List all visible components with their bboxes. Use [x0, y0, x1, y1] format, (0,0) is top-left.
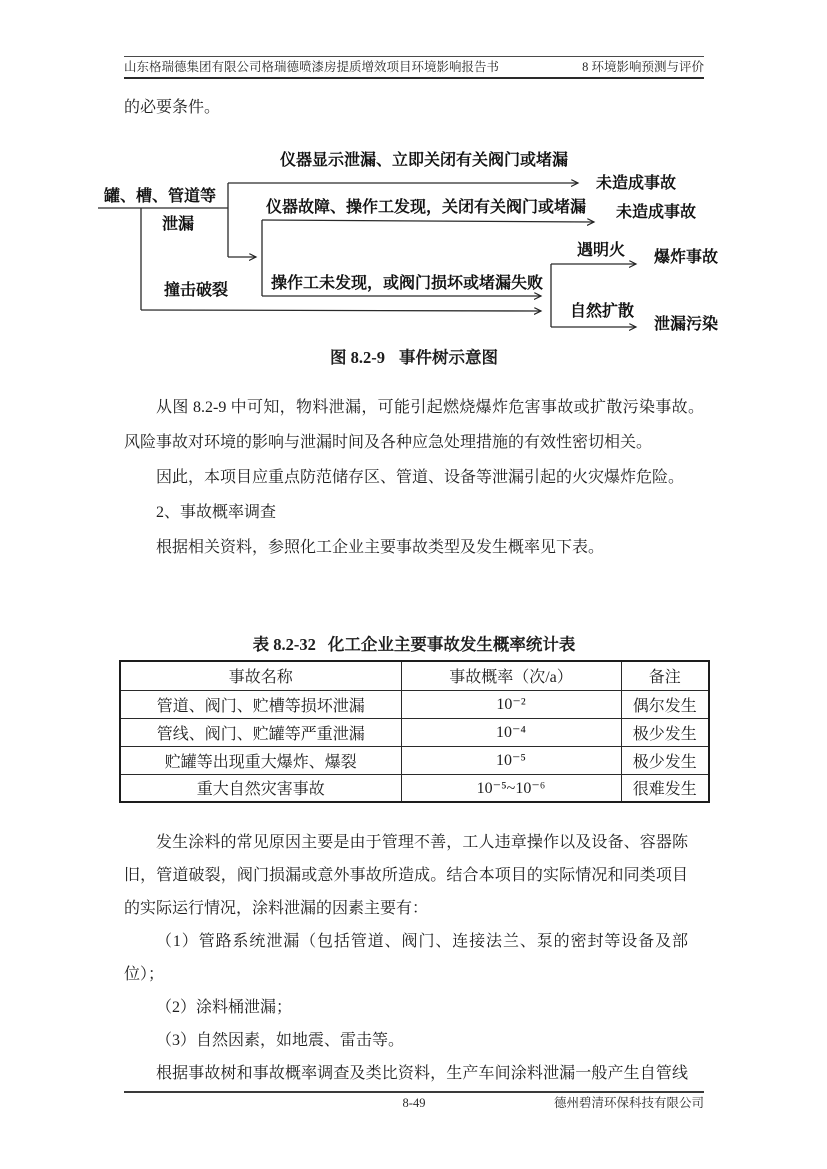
footer-rule	[124, 1091, 704, 1093]
body-text-upper	[124, 390, 704, 565]
paragraph: 发生涂料的常见原因主要是由于管理不善，工人违章操作以及设备、容器陈旧，管道破裂，阀门损漏或意外事故所造成。结合本项目的实际情况和同类项目的实际运行情况，涂料泄漏的因素主要有：	[124, 834, 688, 917]
cell-probability: 10⁻⁵~10⁻⁶	[401, 774, 621, 802]
paragraph: 根据事故树和事故概率调查及类比资料，生产车间涂料泄漏一般产生自管线	[156, 1065, 688, 1082]
table-caption	[124, 631, 704, 655]
col-header-accident-name: 事故名称	[120, 661, 401, 690]
path2-label: 仪器故障、操作工发现，关闭有关阀门或堵漏	[266, 199, 587, 216]
cell-accident-name: 贮罐等出现重大爆炸、爆裂	[120, 746, 401, 774]
cell-accident-name: 管道、阀门、贮槽等损坏泄漏	[120, 690, 401, 718]
figure-caption	[124, 344, 704, 368]
branch-leak-label: 泄漏	[162, 216, 195, 233]
page-header	[124, 58, 704, 76]
cell-remark: 极少发生	[621, 718, 709, 746]
cell-accident-name: 管线、阀门、贮罐等严重泄漏	[120, 718, 401, 746]
paragraph: 2、事故概率调查	[156, 504, 277, 521]
paragraph: （1）管路系统泄漏（包括管道、阀门、连接法兰、泵的密封等设备及部位）；	[124, 933, 688, 983]
paragraph: （2）涂料桶泄漏；	[156, 999, 293, 1016]
diffusion-condition-label: 自然扩散	[570, 303, 635, 320]
header-top-rule	[124, 56, 704, 57]
path1-label: 仪器显示泄漏、立即关闭有关阀门或堵漏	[280, 152, 569, 169]
cell-remark: 偶尔发生	[621, 690, 709, 718]
footer-company: 德州碧清环保科技有限公司	[553, 1096, 704, 1110]
accident-probability-table	[119, 660, 710, 803]
node-source-label: 罐、槽、管道等	[104, 188, 217, 205]
path1-outcome-label: 未造成事故	[596, 175, 677, 192]
cell-remark: 很难发生	[621, 774, 709, 802]
explosion-outcome-label: 爆炸事故	[654, 249, 719, 266]
fire-condition-label: 遇明火	[577, 242, 626, 259]
header-report-title: 山东格瑞德集团有限公司格瑞德喷漆房提质增效项目环境影响报告书	[124, 60, 500, 74]
paragraph: 从图 8.2-9 中可知，物料泄漏，可能引起燃烧爆炸危害事故或扩散污染事故。风险事故对环境的影响与泄漏时间及各种应急处理措施的有效性密切相关。	[124, 399, 704, 451]
intro-line: 的必要条件。	[124, 99, 221, 116]
paragraph: （3）自然因素，如地震、雷击等。	[156, 1032, 405, 1049]
cell-probability: 10⁻⁴	[401, 718, 621, 746]
cell-remark: 极少发生	[621, 746, 709, 774]
page-footer	[124, 1095, 704, 1112]
figure-title: 事件树示意图	[399, 348, 498, 367]
col-header-remark: 备注	[621, 661, 709, 690]
paragraph: 因此，本项目应重点防范储存区、管道、设备等泄漏引起的火灾爆炸危险。	[156, 469, 685, 486]
table-row	[120, 690, 709, 718]
page-number: 8-49	[402, 1096, 426, 1110]
event-tree-diagram	[0, 145, 827, 351]
table-header-row	[120, 661, 709, 690]
table-title: 化工企业主要事故发生概率统计表	[327, 635, 576, 654]
body-text-lower	[124, 826, 688, 1090]
cell-probability: 10⁻²	[401, 690, 621, 718]
header-chapter-title: 8 环境影响预测与评价	[582, 60, 704, 74]
table-row	[120, 718, 709, 746]
paragraph: 根据相关资料，参照化工企业主要事故类型及发生概率见下表。	[156, 539, 605, 556]
header-bottom-rule	[124, 77, 704, 79]
figure-number: 图 8.2-9	[330, 348, 385, 367]
cell-accident-name: 重大自然灾害事故	[120, 774, 401, 802]
pollution-outcome-label: 泄漏污染	[654, 316, 719, 333]
path2-outcome-label: 未造成事故	[616, 204, 697, 221]
path3-label: 操作工未发现，或阀门损坏或堵漏失败	[271, 275, 544, 292]
table-number: 表 8.2-32	[252, 635, 316, 654]
cell-probability: 10⁻⁵	[401, 746, 621, 774]
table-row	[120, 774, 709, 802]
branch-impact-label: 撞击破裂	[164, 282, 229, 299]
table-row	[120, 746, 709, 774]
col-header-probability: 事故概率（次/a）	[401, 661, 621, 690]
